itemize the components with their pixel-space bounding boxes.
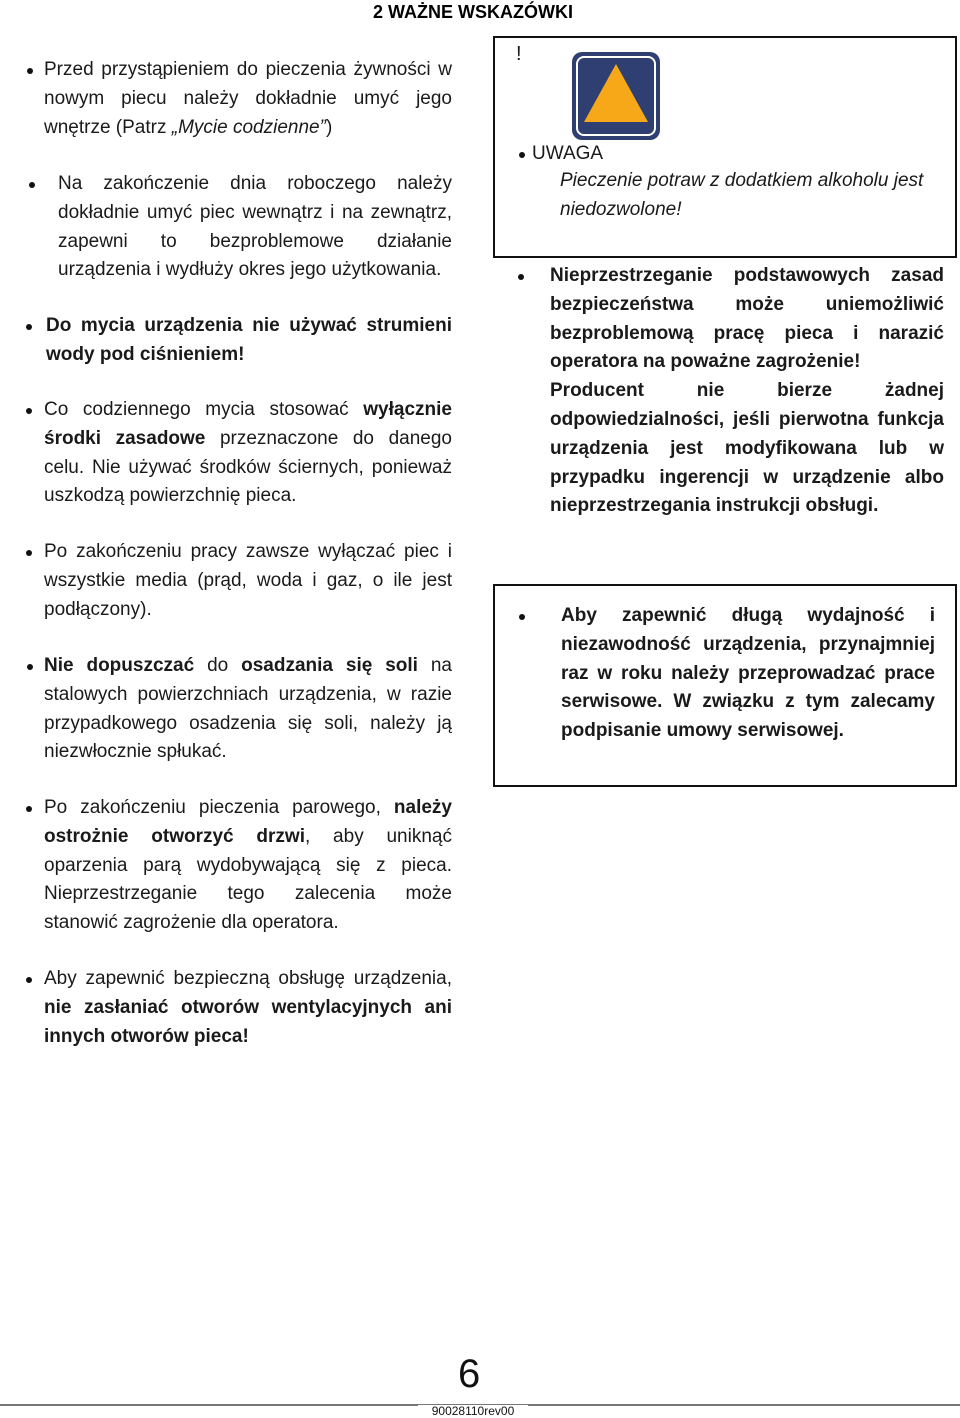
page-header: 2 WAŻNE WSKAZÓWKI xyxy=(373,2,573,22)
bullet-icon xyxy=(26,550,32,556)
bullet-icon xyxy=(26,408,32,414)
bullet-icon xyxy=(27,68,33,74)
list-item-text: Nie dopuszczać do osadzania się soli na stalowych powierzchniach urządzenia, w razie przypadkowego osadzenia się soli, należy ją niezwłocznie spłukać. xyxy=(44,655,452,763)
list-item xyxy=(44,538,452,624)
bullet-icon xyxy=(26,806,32,812)
list-item-text: Aby zapewnić bezpieczną obsługę urządzenia, nie zasłaniać otworów wentylacyjnych ani innych otworów pieca! xyxy=(44,968,452,1047)
service-text: Aby zapewnić długą wydajność i niezawodność urządzenia, przynajmniej raz w roku należy przeprowadzać prace serwisowe. W związku z tym zalecamy podpisanie umowy serwisowej. xyxy=(561,605,935,742)
list-item xyxy=(46,312,452,370)
list-item xyxy=(44,396,452,511)
warning-symbol: ! xyxy=(516,43,522,65)
warning-text: Pieczenie potraw z dodatkiem alkoholu jest niedozwolone! xyxy=(560,170,924,220)
list-item-text: Przed przystąpieniem do pieczenia żywności w nowym piecu należy dokładnie umyć jego wnętrze (Patrz „Mycie codzienne”) xyxy=(44,59,452,138)
list-item-text-2: Producent nie bierze żadnej odpowiedzialności, jeśli pierwotna funkcja urządzenia jest modyfikowana lub w przypadku ingerencji w urządzenie albo nieprzestrzegania instrukcji obsługi. xyxy=(550,380,944,517)
list-item-text: Co codziennego mycia stosować wyłącznie środki zasadowe przeznaczone do danego celu. Nie używać środków ściernych, ponieważ uszkodzą powierzchnię pieca. xyxy=(44,399,452,507)
document-code: 90028110rev00 xyxy=(418,1405,528,1418)
bullet-icon xyxy=(519,614,525,620)
list-item-text: Nieprzestrzeganie podstawowych zasad bezpieczeństwa może uniemożliwić bezproblemową pracę pieca i narazić operatora na poważne zagrożenie! xyxy=(550,265,944,373)
list-item-text: Na zakończenie dnia roboczego należy dokładnie umyć piec wewnątrz i na zewnątrz, zapewni to bezproblemowe działanie urządzenia i wydłuży okres jego użytkowania. xyxy=(58,173,452,281)
warning-icon xyxy=(572,52,660,140)
list-item xyxy=(44,794,452,938)
bullet-icon xyxy=(518,274,524,280)
bullet-icon xyxy=(27,664,33,670)
list-item-text: Po zakończeniu pracy zawsze wyłączać piec i wszystkie media (prąd, woda i gaz, o ile jest podłączony). xyxy=(44,541,452,620)
list-item xyxy=(58,170,452,285)
list-item xyxy=(44,965,452,1051)
bullet-icon xyxy=(26,324,32,330)
bullet-icon xyxy=(26,977,32,983)
warning-label: UWAGA xyxy=(532,143,604,164)
list-item xyxy=(550,262,944,521)
list-item xyxy=(44,652,452,767)
list-item xyxy=(44,56,452,142)
bullet-icon xyxy=(29,182,35,188)
page-number: 6 xyxy=(458,1352,481,1396)
bullet-icon xyxy=(519,152,525,158)
list-item-text: Po zakończeniu pieczenia parowego, należy ostrożnie otworzyć drzwi, aby uniknąć oparzenia parą wydobywającą się z pieca. Nieprzestrzeganie tego zalecenia może stanowić zagrożenie dla operatora. xyxy=(44,797,452,934)
service-item xyxy=(561,602,935,746)
list-item-text: Do mycia urządzenia nie używać strumieni wody pod ciśnieniem! xyxy=(46,315,452,365)
